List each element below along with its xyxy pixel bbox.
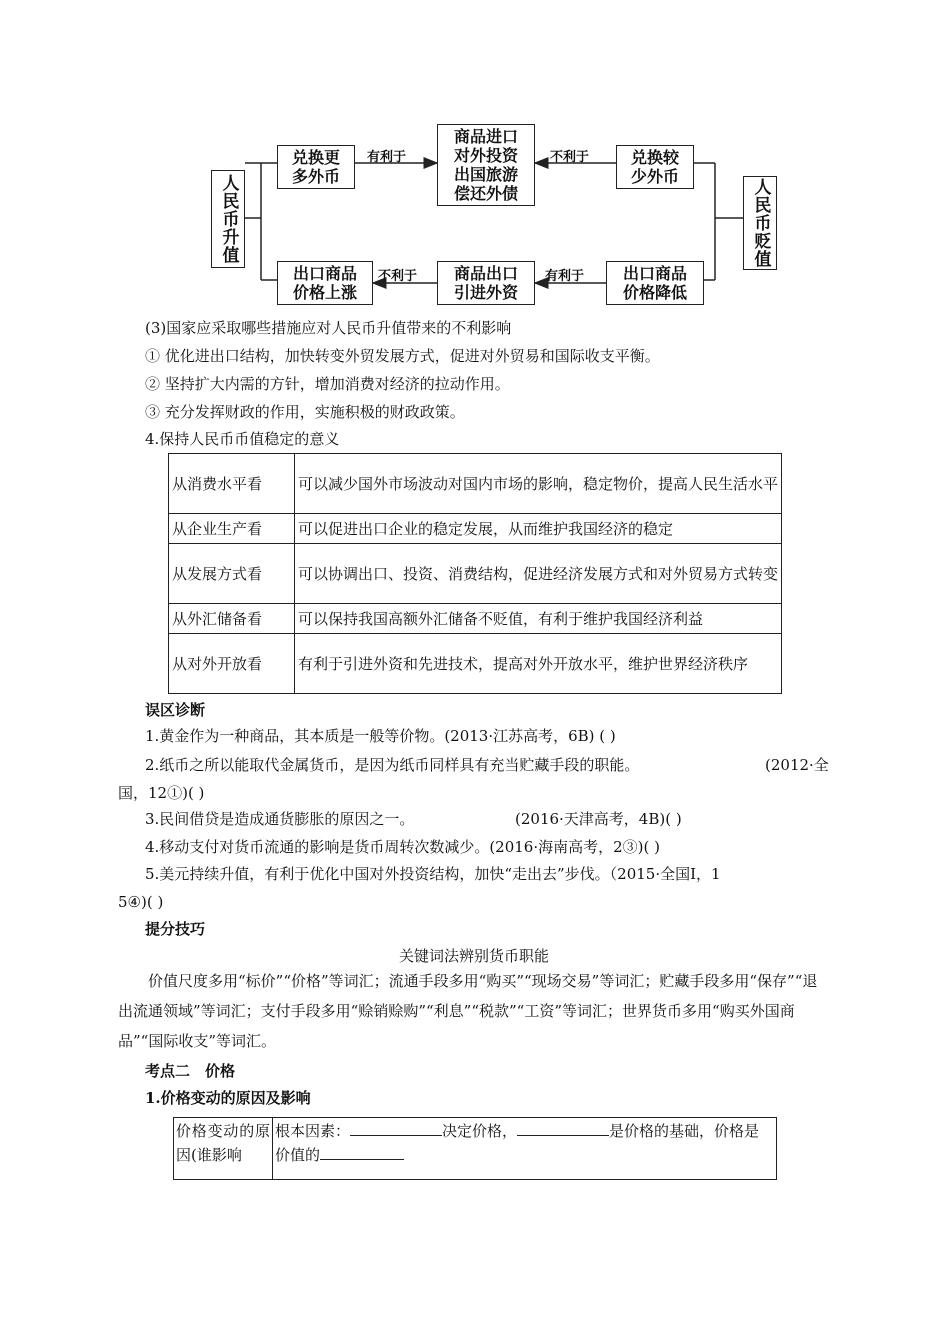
rmb-appreciation-label: 人民币升值 bbox=[218, 174, 239, 264]
section4-heading: 4.保持人民币币值稳定的意义 bbox=[145, 430, 340, 448]
export-rise-line1: 出口商品 bbox=[292, 264, 357, 283]
exports-foreign-capital-box bbox=[437, 261, 535, 305]
imports-line4: 偿还外债 bbox=[453, 184, 518, 203]
table-row bbox=[174, 1118, 777, 1180]
tips-subtitle: 关键词法辨别货币职能 bbox=[398, 947, 549, 965]
section3-heading: (3)国家应采取哪些措施应对人民币升值带来的不利影响 bbox=[145, 319, 512, 337]
table-cell-value: 可以促进出口企业的稳定发展，从而维护我国经济的稳定 bbox=[295, 514, 782, 544]
price-basis-text: 是价格的基础，价格是价值的 bbox=[275, 1122, 760, 1164]
section3-item-3: ③ 充分发挥财政的作用，实施积极的财政政策。 bbox=[145, 403, 465, 421]
section3-item-2: ② 坚持扩大内需的方针，增加消费对经济的拉动作用。 bbox=[145, 375, 510, 393]
fill-blank-2[interactable] bbox=[517, 1119, 609, 1136]
table-cell-key: 从企业生产看 bbox=[169, 514, 295, 544]
table-cell-key: 从发展方式看 bbox=[169, 544, 295, 604]
point2-subheading: 1.价格变动的原因及影响 bbox=[145, 1089, 311, 1107]
misdiagnosis-item-2: 2.纸币之所以能取代金属货币，是因为纸币同样具有充当贮藏手段的职能。 bbox=[145, 756, 640, 774]
arrow-label-unfavorable-bottom: 不利于 bbox=[378, 269, 418, 284]
exchange-less-box bbox=[616, 145, 694, 189]
table-row bbox=[169, 454, 782, 514]
misdiagnosis-item-5-cont: 5④)( ) bbox=[118, 893, 164, 911]
table-row bbox=[169, 544, 782, 604]
section3-item-1: ① 优化进出口结构，加快转变外贸发展方式，促进对外贸易和国际收支平衡。 bbox=[145, 347, 660, 365]
price-change-cause-cell: 价格变动的原因(谁影响 bbox=[174, 1118, 273, 1180]
arrow-label-unfavorable-top: 不利于 bbox=[550, 150, 590, 165]
rmb-depreciation-box bbox=[743, 176, 777, 270]
determines-price-text: 决定价格， bbox=[442, 1122, 518, 1140]
table-cell-key: 从外汇储备看 bbox=[169, 604, 295, 634]
table-cell-key: 从消费水平看 bbox=[169, 454, 295, 514]
table-cell-value: 可以协调出口、投资、消费结构，促进经济发展方式和对外贸易方式转变 bbox=[295, 544, 782, 604]
exports-line2: 引进外资 bbox=[453, 283, 518, 302]
table-cell-value: 可以减少国外市场波动对国内市场的影响，稳定物价，提高人民生活水平 bbox=[295, 454, 782, 514]
misdiagnosis-item-2-source: (2012·全 bbox=[765, 756, 829, 774]
exchange-less-line2: 少外币 bbox=[630, 167, 679, 186]
price-change-content-cell bbox=[273, 1118, 777, 1180]
tips-heading: 提分技巧 bbox=[145, 920, 206, 938]
rmb-depreciation-label: 人民币贬值 bbox=[750, 178, 771, 268]
arrow-label-favorable-bottom: 有利于 bbox=[545, 269, 585, 284]
export-price-fall-box bbox=[606, 261, 704, 305]
exchange-more-box bbox=[277, 145, 355, 189]
misdiagnosis-item-3-source: (2016·天津高考，4B)( ) bbox=[515, 810, 682, 828]
price-change-table bbox=[173, 1117, 777, 1180]
fill-blank-1[interactable] bbox=[350, 1119, 442, 1136]
imports-line1: 商品进口 bbox=[453, 127, 518, 146]
export-fall-line1: 出口商品 bbox=[622, 264, 687, 283]
table-cell-key: 从对外开放看 bbox=[169, 634, 295, 694]
misdiagnosis-heading: 误区诊断 bbox=[145, 701, 206, 719]
misdiagnosis-item-5: 5.美元持续升值，有利于优化中国对外投资结构，加快“走出去”步伐。（2015·全国Ⅰ，1 bbox=[145, 865, 721, 883]
fill-blank-3[interactable] bbox=[320, 1143, 404, 1160]
export-rise-line2: 价格上涨 bbox=[292, 283, 357, 302]
currency-stability-table bbox=[168, 453, 782, 694]
imports-line3: 出国旅游 bbox=[453, 165, 518, 184]
misdiagnosis-item-3: 3.民间借贷是造成通货膨胀的原因之一。 bbox=[145, 810, 415, 828]
table-cell-value: 可以保持我国高额外汇储备不贬值，有利于维护我国经济利益 bbox=[295, 604, 782, 634]
table-row bbox=[169, 634, 782, 694]
point2-heading: 考点二 价格 bbox=[145, 1062, 236, 1080]
rmb-appreciation-box bbox=[211, 170, 245, 268]
misdiagnosis-item-1: 1.黄金作为一种商品，其本质是一般等价物。(2013·江苏高考，6B) ( ) bbox=[145, 727, 616, 745]
export-fall-line2: 价格降低 bbox=[622, 283, 687, 302]
misdiagnosis-item-4: 4.移动支付对货币流通的影响是货币周转次数减少。(2016·海南高考，2③)( ) bbox=[145, 838, 660, 856]
imports-investment-box bbox=[437, 124, 535, 206]
table-row bbox=[169, 604, 782, 634]
tips-body: 价值尺度多用“标价”“价格”等词汇；流通手段多用“购买”“现场交易”等词汇；贮藏手段多用“保存”“退出流通领域”等词汇；支付手段多用“赊销赊购”“利息”“税款”“工资”等词汇；世界货币多用“购买外国商品”“国际收支”等词汇。 bbox=[118, 972, 818, 1050]
exchange-more-line2: 多外币 bbox=[291, 167, 340, 186]
misdiagnosis-item-2-cont: 国，12①)( ) bbox=[118, 784, 205, 802]
arrow-label-favorable-top: 有利于 bbox=[367, 150, 407, 165]
exports-line1: 商品出口 bbox=[453, 264, 518, 283]
exchange-more-line1: 兑换更 bbox=[291, 148, 340, 167]
exchange-less-line1: 兑换较 bbox=[630, 148, 679, 167]
table-row bbox=[169, 514, 782, 544]
export-price-rise-box bbox=[277, 261, 373, 305]
table-cell-value: 有利于引进外资和先进技术，提高对外开放水平，维护世界经济秩序 bbox=[295, 634, 782, 694]
fundamental-factor-label: 根本因素： bbox=[275, 1122, 351, 1140]
imports-line2: 对外投资 bbox=[453, 146, 518, 165]
exchange-rate-diagram bbox=[205, 118, 805, 318]
